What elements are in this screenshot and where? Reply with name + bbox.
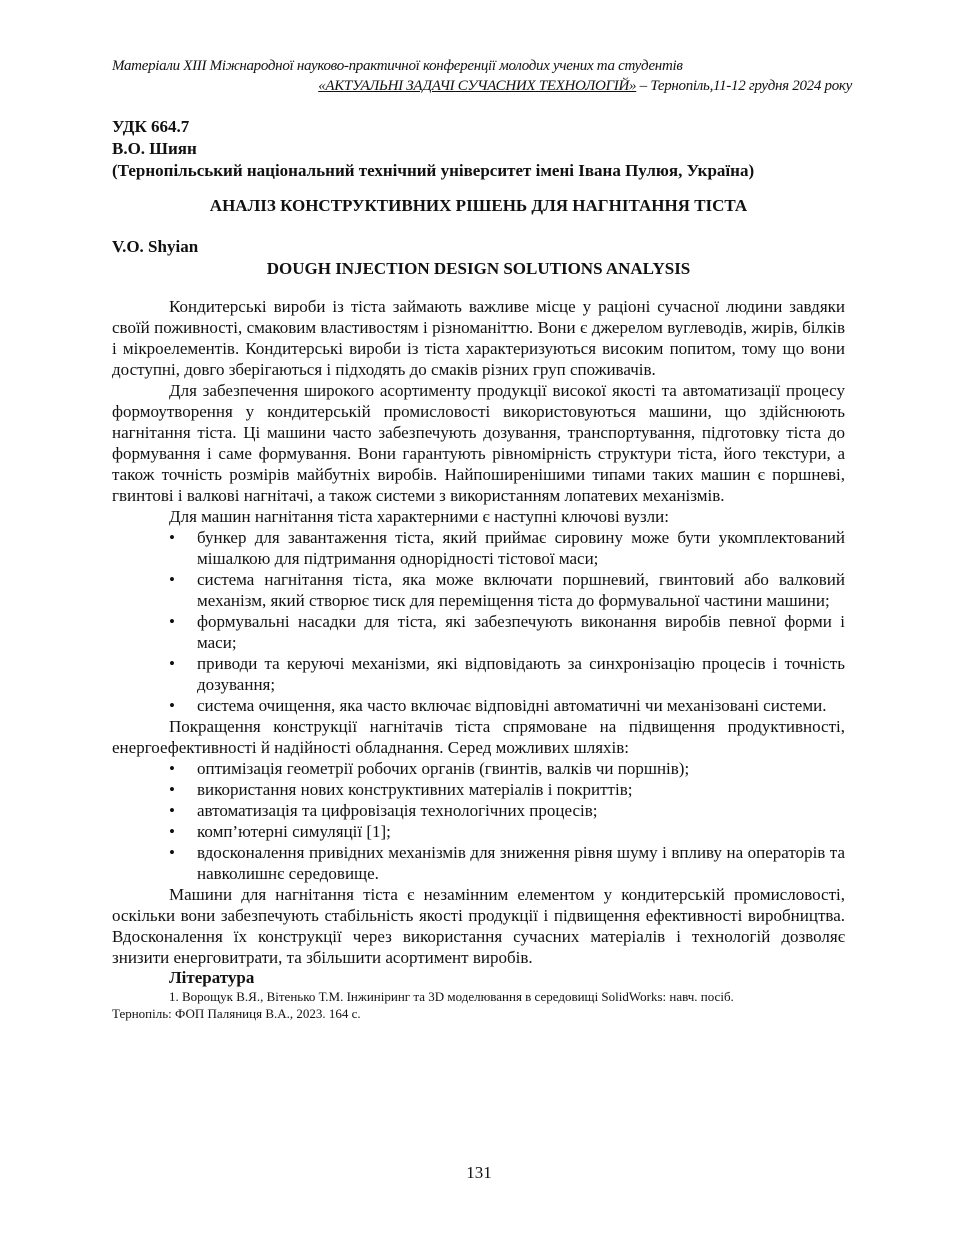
author-affiliation: (Тернопільський національний технічний університет імені Івана Пулюя, Україна) (112, 161, 755, 180)
list-item: • автоматизація та цифровізація технологічних процесів; (169, 801, 598, 820)
author-name-en: V.O. Shyian (112, 237, 199, 256)
author-name: В.О. Шиян (112, 139, 197, 158)
header-place-date: – Тернопіль,11-12 грудня 2024 року (636, 78, 852, 94)
article-title-ua: АНАЛІЗ КОНСТРУКТИВНИХ РІШЕНЬ ДЛЯ НАГНІТАННЯ ТІСТА (209, 196, 748, 215)
list-item: • комп’ютерні симуляції [1]; (169, 822, 391, 841)
conference-name: «АКТУАЛЬНІ ЗАДАЧІ СУЧАСНИХ ТЕХНОЛОГІЙ» (318, 78, 637, 94)
key-components-list (112, 527, 845, 716)
list-item: • система нагнітання тіста, яка може включати поршневий, гвинтовий або валковий механізм, який створює тиск для переміщення тіста до формувальної частини машини; (169, 570, 845, 610)
list-item: • оптимізація геометрії робочих органів (гвинтів, валків чи поршнів); (169, 759, 690, 778)
list-item: • система очищення, яка часто включає відповідні автоматичні чи механізовані системи. (169, 696, 827, 715)
paragraph-3: Для машин нагнітання тіста характерними є наступні ключові вузли: (169, 507, 669, 526)
bullet-icon: • (169, 528, 175, 547)
paragraph-4: Покращення конструкції нагнітачів тіста спрямоване на підвищення продуктивності, енергоефективності й надійності обладнання. Серед можливих шляхів: (112, 717, 845, 757)
list-item: • формувальні насадки для тіста, які забезпечують виконання виробів певної форми і маси; (169, 612, 845, 652)
reference-line-2: Тернопіль: ФОП Паляниця В.А., 2023. 164 с. (112, 1006, 361, 1021)
literature-heading: Література (169, 968, 255, 987)
bullet-icon: • (169, 759, 175, 778)
bullet-icon: • (169, 654, 175, 673)
paragraph-5: Машини для нагнітання тіста є незамінним елементом у кондитерській промисловості, оскільки вони забезпечують стабільність якості продукції і підвищення ефективності виробництва. Вдосконалення їх конструкції через використання сучасних матеріалів і технологій дозволяє знизити енерговитрати, та збільшити асортимент виробів. (112, 885, 845, 967)
bullet-icon: • (169, 780, 175, 799)
article-body (112, 296, 845, 1022)
bullet-icon: • (169, 822, 175, 841)
header-line-2 (318, 76, 852, 96)
bullet-icon: • (169, 843, 175, 862)
header-line-1: Матеріали XIII Міжнародної науково-практичної конференції молодих учених та студентів (112, 58, 683, 74)
list-item: • приводи та керуючі механізми, які відповідають за синхронізацію процесів і точність дозування; (169, 654, 845, 694)
udc-code: УДК 664.7 (112, 117, 190, 136)
page-number: 131 (466, 1163, 492, 1182)
paragraph-1: Кондитерські вироби із тіста займають важливе місце у раціоні сучасної людини завдяки своїй поживності, смаковим властивостям і різноманіттю. Вони є джерелом вуглеводів, жирів, білків і мікроелементів. Кондитерські вироби із тіста характеризуються високим попитом, тому що вони доступні, довго зберігаються і підходять до смаків різних груп споживачів. (112, 297, 845, 379)
bullet-icon: • (169, 570, 175, 589)
bullet-icon: • (169, 696, 175, 715)
reference-item (112, 988, 845, 1022)
paragraph-2: Для забезпечення широкого асортименту продукції високої якості та автоматизації процесу формоутворення у кондитерській промисловості використовуються машини, що здійснюють нагнітання тіста. Ці машини часто забезпечують дозування, транспортування, підготовку тіста до формування і саме формування. Вони гарантують рівномірність структури тіста, його текстури, а також точність розмірів майбутніх виробів. Найпоширенішими типами таких машин є поршневі, гвинтові і валкові нагнітачі, а також системи з використанням лопатевих механізмів. (112, 381, 845, 505)
list-item: • використання нових конструктивних матеріалів і покриттів; (169, 780, 633, 799)
bullet-icon: • (169, 612, 175, 631)
article-meta (112, 116, 754, 182)
reference-line-1: 1. Ворощук В.Я., Вітенько Т.М. Інжиніринг та 3D моделювання в середовищі SolidWorks: навч. посіб. (169, 989, 734, 1004)
article-title-en: DOUGH INJECTION DESIGN SOLUTIONS ANALYSIS (266, 259, 691, 278)
bullet-icon: • (169, 801, 175, 820)
list-item: • бункер для завантаження тіста, який приймає сировину може бути укомплектований мішалкою для підтримання однорідності тістової маси; (169, 528, 845, 568)
list-item: • вдосконалення привідних механізмів для зниження рівня шуму і впливу на операторів та навколишнє середовище. (169, 843, 845, 883)
improvement-paths-list (112, 758, 845, 884)
